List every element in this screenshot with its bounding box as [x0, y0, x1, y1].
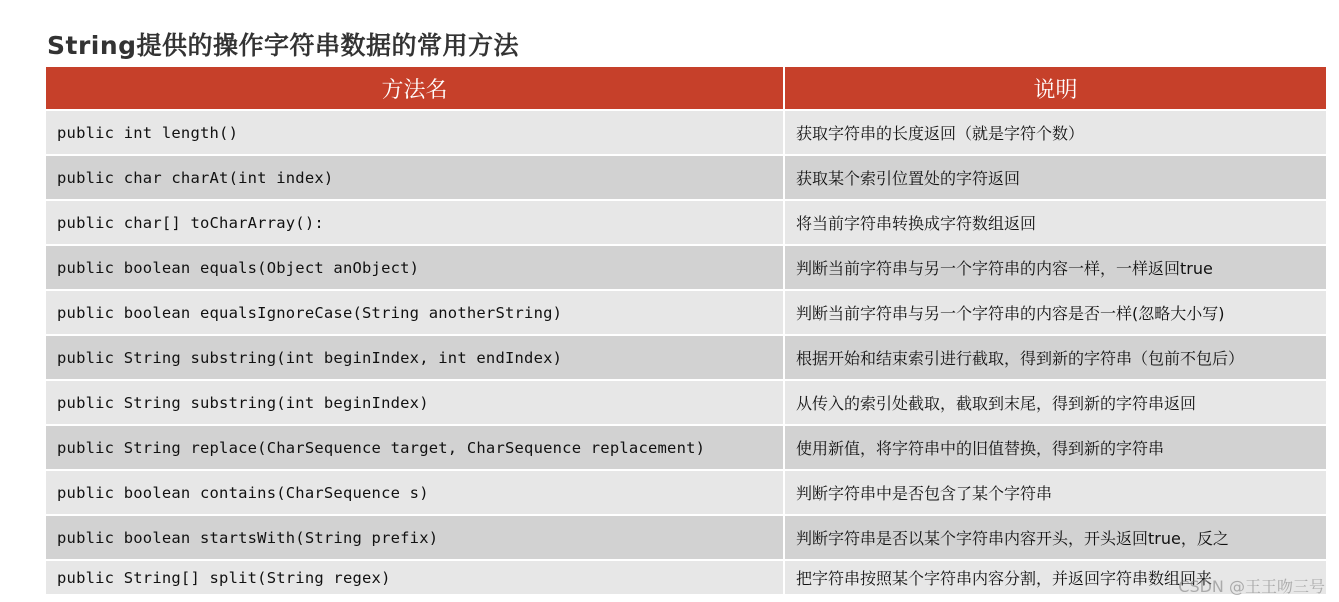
method-signature: public char[] toCharArray():	[46, 200, 784, 245]
method-description: 获取某个索引位置处的字符返回	[784, 155, 1326, 200]
method-signature: public String substring(int beginIndex)	[46, 380, 784, 425]
table-row	[46, 200, 1326, 245]
method-description: 判断当前字符串与另一个字符串的内容是否一样(忽略大小写)	[784, 290, 1326, 335]
method-description: 判断字符串是否以某个字符串内容开头，开头返回true，反之	[784, 515, 1326, 560]
watermark: CSDN @王王吻三号	[1178, 577, 1325, 596]
method-signature: public boolean equalsIgnoreCase(String anotherString)	[46, 290, 784, 335]
table-header-row	[46, 67, 1326, 110]
method-signature: public int length()	[46, 110, 784, 155]
method-description: 使用新值，将字符串中的旧值替换，得到新的字符串	[784, 425, 1326, 470]
method-signature: public boolean startsWith(String prefix)	[46, 515, 784, 560]
table-row	[46, 110, 1326, 155]
method-signature: public String[] split(String regex)	[46, 560, 784, 594]
table-row	[46, 155, 1326, 200]
method-signature: public boolean equals(Object anObject)	[46, 245, 784, 290]
method-signature: public char charAt(int index)	[46, 155, 784, 200]
method-signature: public String replace(CharSequence target, CharSequence replacement)	[46, 425, 784, 470]
table-row	[46, 380, 1326, 425]
table-row	[46, 335, 1326, 380]
table-row	[46, 515, 1326, 560]
table-row	[46, 245, 1326, 290]
method-signature: public String substring(int beginIndex, int endIndex)	[46, 335, 784, 380]
method-description: 根据开始和结束索引进行截取，得到新的字符串（包前不包后）	[784, 335, 1326, 380]
method-description: 判断字符串中是否包含了某个字符串	[784, 470, 1326, 515]
method-description: 从传入的索引处截取，截取到末尾，得到新的字符串返回	[784, 380, 1326, 425]
method-description: 获取字符串的长度返回（就是字符个数）	[784, 110, 1326, 155]
page-title: String提供的操作字符串数据的常用方法	[47, 31, 520, 60]
table-row	[46, 425, 1326, 470]
table-row	[46, 470, 1326, 515]
methods-table	[46, 67, 1326, 594]
table-row	[46, 560, 1326, 594]
method-description: 将当前字符串转换成字符数组返回	[784, 200, 1326, 245]
column-header-method: 方法名	[46, 67, 784, 110]
column-header-description: 说明	[784, 67, 1326, 110]
method-signature: public boolean contains(CharSequence s)	[46, 470, 784, 515]
method-description: 把字符串按照某个字符串内容分割，并返回字符串数组回来	[784, 560, 1326, 594]
method-description: 判断当前字符串与另一个字符串的内容一样，一样返回true	[784, 245, 1326, 290]
table-row	[46, 290, 1326, 335]
